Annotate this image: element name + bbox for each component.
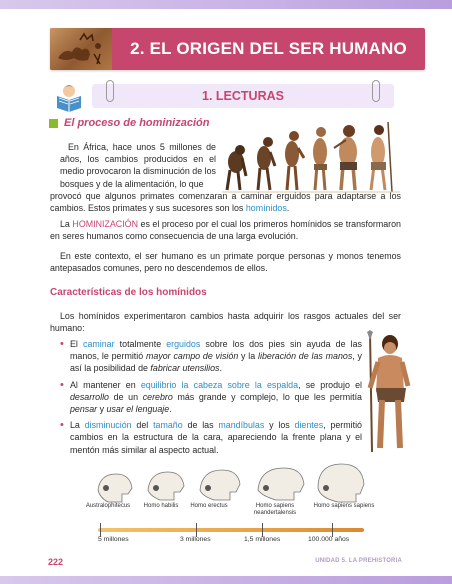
timeline-label: 5 millones xyxy=(98,536,129,543)
timeline-label: 3 millones xyxy=(180,536,211,543)
timeline-tick xyxy=(196,523,197,537)
paragraph-contexto: En este contexto, el ser humano es un primate porque personas y monos tenemos antepasados comunes, pero no descendemos de ellos. xyxy=(50,251,401,274)
cave-painting-image xyxy=(50,28,112,70)
skull-homo-sapiens-neandertalensis xyxy=(258,468,304,500)
text-run: provocó que algunos primates comenzaran a caminar erguidos para adaptarse a los cambios. Estos primates y sus sucesores son los xyxy=(50,191,401,214)
text-run: es el proceso por el cual los primeros homínidos se transformaron en seres humanos como consecuencia de una larga evolución. xyxy=(50,219,401,242)
paragraph-africa-continued xyxy=(50,190,401,214)
term-tamano: tamaño xyxy=(153,420,183,431)
term-hominizacion: HOMINIZACIÓN xyxy=(72,219,138,229)
skull-homo-erectus xyxy=(200,470,240,500)
list-item xyxy=(60,379,362,416)
term-caminar: caminar xyxy=(83,339,115,349)
skull-label: Homo habilis xyxy=(143,503,179,509)
text-run: Al mantener en xyxy=(70,379,141,390)
term-mandibulas: mandíbulas xyxy=(218,420,265,431)
timeline-tick xyxy=(332,523,333,537)
section-heading xyxy=(49,116,209,130)
text-run: del xyxy=(131,420,154,431)
section-heading-text: El proceso de hominización xyxy=(64,117,210,129)
text-run: y xyxy=(97,404,107,415)
list-item xyxy=(60,338,362,375)
term-erguidos: erguidos xyxy=(166,339,201,349)
timeline-tick xyxy=(262,523,263,537)
skull-homo-sapiens-sapiens xyxy=(318,464,364,502)
text-run: . xyxy=(169,404,172,415)
title-banner xyxy=(50,28,425,70)
text-run: sobre los dos pies sin ayuda de las manos, le permitió xyxy=(70,339,362,362)
homo-erectus-figure xyxy=(313,127,327,190)
skull-australophitecus xyxy=(98,474,132,502)
term-dientes: dientes xyxy=(294,420,324,431)
text-run: de las xyxy=(182,420,219,431)
term-disminucion: disminución xyxy=(84,420,132,431)
text-run: y la xyxy=(238,351,259,362)
text-run: , se produjo el xyxy=(298,379,362,390)
footer-unit-label: UNIDAD 5. LA PREHISTORIA xyxy=(315,558,402,564)
timeline-tick xyxy=(100,523,101,537)
text-run: La xyxy=(70,420,85,431)
emphasis: pensar xyxy=(70,404,98,415)
bottom-decorative-strip xyxy=(0,576,452,584)
paragraph-africa: En África, hace unos 5 millones de años, los cambios producidos en el medio provocaron la disminución de los bosques y de la alimentación, lo que xyxy=(60,142,216,189)
emphasis: liberación de las manos xyxy=(258,351,353,362)
top-decorative-strip xyxy=(0,0,452,9)
paragraph-hominizacion xyxy=(50,218,401,242)
term-equilibrio: equilibrio la cabeza sobre la espalda xyxy=(140,379,299,390)
timeline-label: 100.000 años xyxy=(308,536,350,543)
term-hominidos: homínidos xyxy=(245,203,287,214)
list-item xyxy=(60,419,362,456)
neanderthal-illustration xyxy=(356,330,412,454)
emphasis: fabricar utensilios xyxy=(150,363,220,374)
text-run: , permitió cambios en la estructura de la cara, apareciendo la frente plana y el mentón más similar al aspecto actual. xyxy=(70,420,362,455)
emphasis: cerebro xyxy=(142,391,173,402)
lecturas-header xyxy=(92,84,394,108)
homo-habilis-figure xyxy=(285,131,304,190)
skull-label: Australophitecus xyxy=(85,503,131,509)
text-run: más grande y complejo, lo que les permitía xyxy=(172,391,362,402)
page-number: 222 xyxy=(48,557,64,567)
evolution-illustration xyxy=(222,118,400,194)
characteristics-heading: Características de los homínidos xyxy=(50,287,207,298)
lecturas-label: 1. LECTURAS xyxy=(202,89,284,103)
text-run: La xyxy=(60,219,73,229)
page-title: 2. EL ORIGEN DEL SER HUMANO xyxy=(130,39,407,58)
text-run: . xyxy=(219,363,222,374)
paperclip-icon xyxy=(372,80,380,102)
emphasis: usar el lenguaje xyxy=(106,404,170,415)
characteristics-list xyxy=(60,338,362,460)
skull-homo-habilis xyxy=(148,472,184,500)
skull-label: Homo sapiens neandertalensis xyxy=(253,503,297,516)
text-run: . xyxy=(286,203,290,214)
emphasis: mayor campo de visión xyxy=(145,351,239,362)
primate-figure xyxy=(227,145,246,190)
australopithecus-figure xyxy=(257,137,275,190)
text-run: , y así la posibilidad de xyxy=(70,351,362,374)
characteristics-intro: Los homínidos experimentaron cambios hasta adquirir los rasgos actuales del ser humano: xyxy=(50,311,401,334)
green-square-icon xyxy=(49,119,58,128)
timeline-bar xyxy=(98,528,364,532)
text-run: y los xyxy=(264,420,295,431)
neanderthal-figure xyxy=(334,125,357,190)
emphasis: desarrollo xyxy=(70,391,109,402)
homo-sapiens-figure xyxy=(371,122,392,192)
text-run: de un xyxy=(108,391,143,402)
skull-label: Homo erectus xyxy=(190,503,228,509)
skull-label: Homo sapiens sapiens xyxy=(313,503,375,509)
text-run: El xyxy=(70,339,83,349)
text-run: totalmente xyxy=(114,339,167,349)
timeline-label: 1,5 millones xyxy=(244,536,281,543)
reading-child-icon xyxy=(52,82,86,112)
